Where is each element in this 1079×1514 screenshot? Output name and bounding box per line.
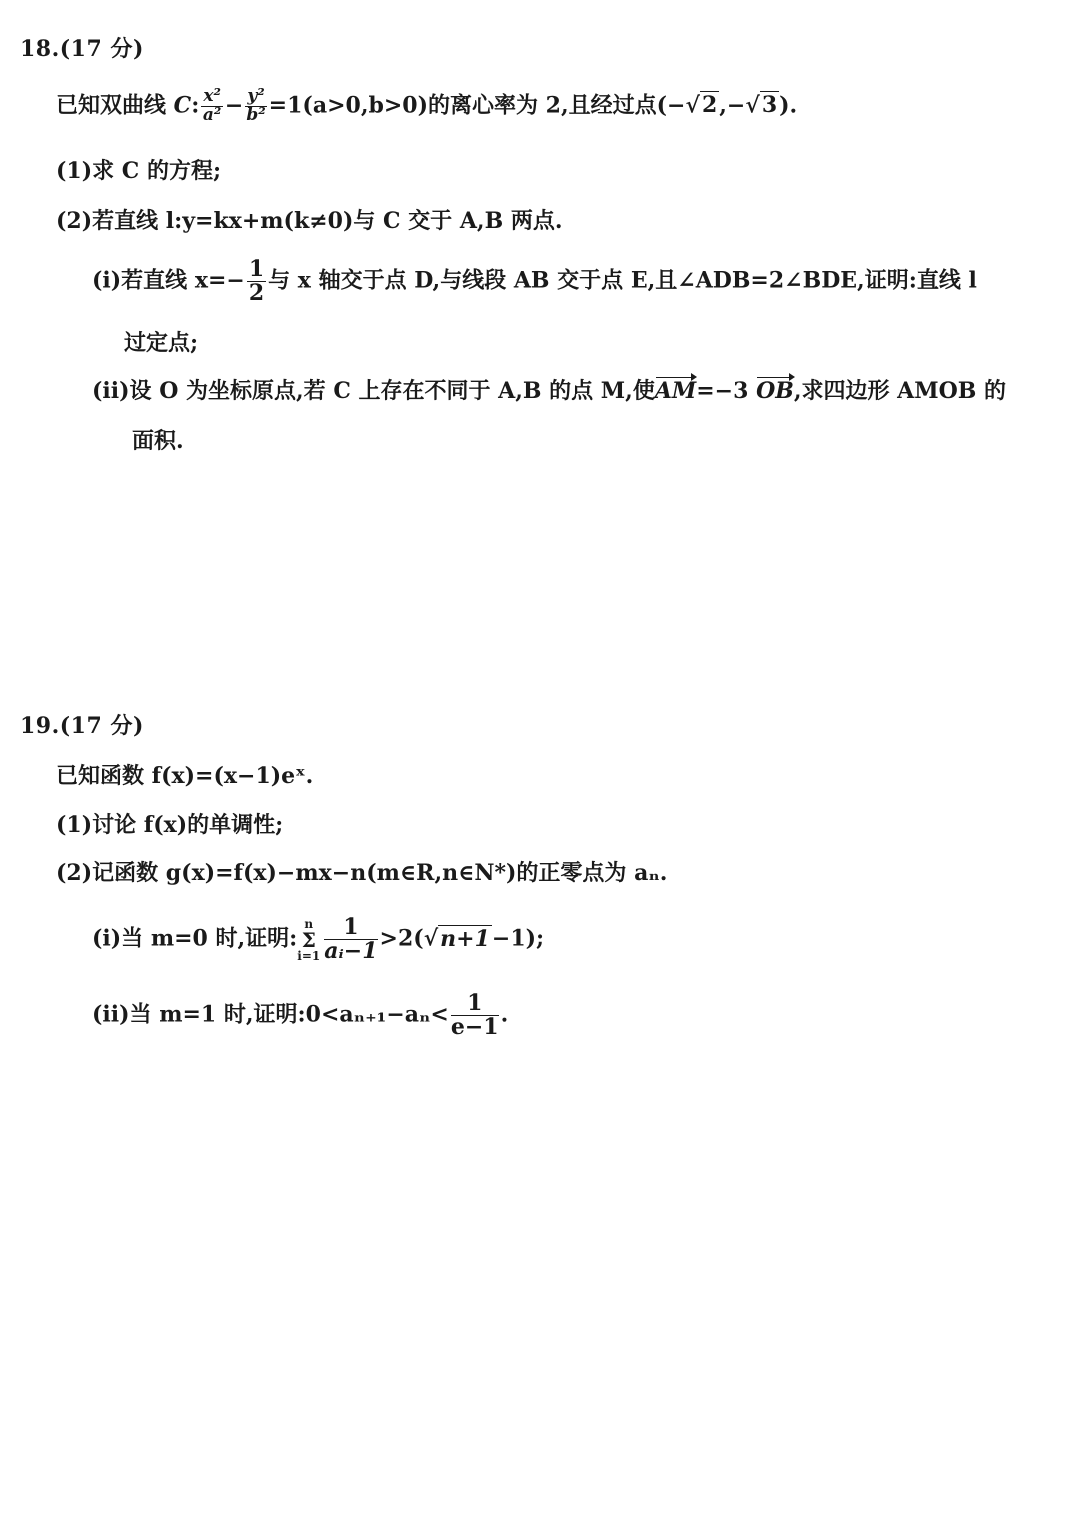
q18-sqrt-symbol: √ (685, 92, 700, 119)
q18-part2ii-text-c: ,求四边形 AMOB 的 (793, 378, 1007, 404)
q19-e-den: e−1 (450, 1014, 499, 1041)
q18-intro-text: 已知双曲线 (56, 92, 174, 119)
q18-part2i (92, 258, 977, 305)
q19-sigma-top: n (304, 916, 314, 931)
q18-part2ii-text-a: (ii)设 O 为坐标原点,若 C 上存在不同于 A,B 的点 M,使 (92, 378, 655, 404)
q18-intro-end: ). (779, 92, 798, 119)
q18-frac-y (245, 88, 266, 125)
q19-part2i-text-b: >2( (379, 925, 424, 952)
q18-intro (56, 88, 797, 125)
q18-part1: (1)求 C 的方程; (56, 158, 222, 184)
q18-part2i-cont: 过定点; (124, 330, 199, 356)
q18-frac-x (201, 88, 223, 125)
q19-part2i-text-a: (i)当 m=0 时,证明: (92, 925, 298, 952)
q18-frac-y-den: b² (246, 104, 266, 125)
q18-intro-condition: =1(a>0,b>0)的离心率为 2,且经过点(− (268, 92, 686, 119)
q19-e-num: 1 (451, 992, 499, 1016)
q19-e-frac (451, 992, 499, 1039)
q18-colon: : (191, 92, 200, 119)
q18-frac-x-den: a² (202, 104, 222, 125)
q19-sum-frac (324, 916, 377, 963)
q19-sqrt-n1: n+1 (440, 925, 490, 952)
q18-frac-y-num: y² (247, 86, 265, 106)
q18-part2i-text-b: 与 x 轴交于点 D,与线段 AB 交于点 E,且∠ADB=2∠BDE,证明:直线 l (268, 267, 977, 294)
q18-vector-am: AM (654, 378, 697, 404)
q19-part1: (1)讨论 f(x)的单调性; (56, 812, 284, 838)
q18-vector-ob: OB (756, 378, 794, 404)
q19-sigma-bottom: i=1 (297, 948, 321, 963)
q18-frac-x-num: x² (203, 86, 221, 106)
q19-part2ii (92, 992, 508, 1039)
q18-half-frac (247, 258, 266, 305)
q18-sqrt-symbol-2: √ (745, 92, 760, 119)
q18-half-den: 2 (248, 280, 265, 307)
q18-curve-name: C (173, 92, 192, 119)
q18-half-num: 1 (248, 256, 265, 282)
q18-part2ii (92, 380, 1006, 402)
q19-sum-den: aᵢ−1 (324, 938, 378, 965)
q19-number: 19.(17 分) (20, 713, 144, 739)
q19-sigma-symbol: Σ (301, 927, 316, 952)
q19-part2ii-text-a: (ii)当 m=1 时,证明:0<aₙ₊₁−aₙ< (92, 1001, 449, 1028)
q19-part2i-text-c: −1); (491, 925, 545, 952)
q18-comma: ,− (719, 92, 746, 119)
q18-minus: − (224, 92, 244, 119)
q19-sum-num: 1 (324, 916, 377, 940)
q18-part2ii-cont: 面积. (132, 428, 184, 454)
q19-part2: (2)记函数 g(x)=f(x)−mx−n(m∈R,n∈N*)的正零点为 aₙ. (56, 860, 668, 886)
q19-part2i (92, 916, 544, 963)
q18-number: 18.(17 分) (20, 36, 144, 62)
q18-part2ii-text-b: =−3 (696, 378, 757, 404)
q19-part2ii-end: . (500, 1001, 509, 1028)
q18-sqrt3: 3 (761, 92, 778, 119)
q19-intro: 已知函数 f(x)=(x−1)eˣ. (56, 763, 314, 789)
q19-sqrt-symbol: √ (423, 925, 439, 952)
q18-part2: (2)若直线 l:y=kx+m(k≠0)与 C 交于 A,B 两点. (56, 208, 563, 234)
q18-part2i-text-a: (i)若直线 x=− (92, 267, 245, 294)
q19-sigma (297, 918, 320, 962)
q18-sqrt2: 2 (701, 92, 718, 119)
